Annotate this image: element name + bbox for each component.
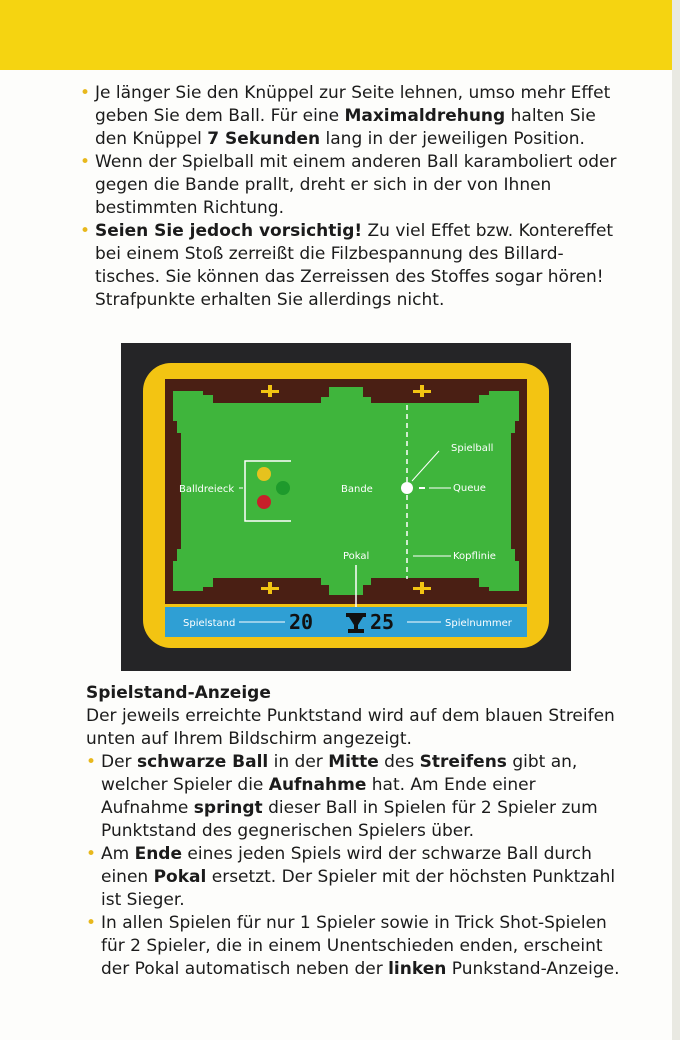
billiard-screen-diagram [121,343,571,671]
bullet-item [80,220,620,312]
section-intro: Der jeweils erreichte Punktstand wird auf dem blauen Streifen unten auf Ihrem Bildschirm angezeigt. [86,706,615,749]
billiard-table-svg [121,343,571,671]
label-spielstand: Spielstand [183,618,236,629]
bullet-dot-icon: • [86,844,97,864]
text-run: lang in der jeweiligen Position. [320,129,585,149]
bullet-item [86,751,626,843]
label-kopflinie: Kopflinie [453,551,496,562]
section-bullet-list [86,751,626,981]
text-run: hat. Am Ende einer Aufnahme [101,775,536,818]
bold-phrase: Seien Sie jedoch vorsichtig! [95,221,363,241]
intro-bullet-list [80,82,620,312]
bold-phrase: springt [193,798,263,818]
text-run: des [378,752,420,772]
text-run: Am [101,844,135,864]
bullet-item [86,843,626,912]
text-run: dieser Ball in Spielen für 2 Spieler zum Punktstand des gegnerischen Spielers über. [101,798,598,841]
text-run: Punkstand-Anzeige. [446,959,620,979]
bold-phrase: 7 Sekunden [207,129,321,149]
red-ball [257,495,271,509]
bold-phrase: Aufnahme [268,775,367,795]
score-display-section [86,682,626,981]
label-pokal: Pokal [343,551,370,562]
bullet-dot-icon: • [80,83,91,103]
page-edge [672,0,680,1040]
bold-phrase: Pokal [153,867,207,887]
section-title: Spielstand-Anzeige [86,683,271,703]
bullet-item [86,912,626,981]
bullet-item [80,151,620,220]
text-run: Der [101,752,137,772]
bold-phrase: linken [388,959,447,979]
label-queue: Queue [453,483,486,494]
text-run: halten Sie den Knüppel [95,106,596,149]
text-run: Je länger Sie den Knüppel zur Seite lehnen, umso mehr Effet geben Sie dem Ball. Für eine [95,83,611,126]
bullet-item [80,82,620,151]
bullet-dot-icon: • [86,913,97,933]
text-run: eines jeden Spiels wird der schwarze Ball durch einen [101,844,592,887]
text-run: In allen Spielen für nur 1 Spieler sowie in Trick Shot-Spielen für 2 Spieler, die in einem Unentschieden enden, erscheint der Pokal automatisch neben der [101,913,607,979]
bold-phrase: Maximaldrehung [344,106,506,126]
bold-phrase: Streifens [419,752,507,772]
label-spielnummer: Spielnummer [445,618,512,629]
bold-phrase: schwarze Ball [136,752,269,772]
text-run: Zu viel Effet bzw. Kontereffet bei einem Stoß zerreißt die Filzbespannung des Billard-tisches. Sie können das Zerreissen des Stoffes sogar hören! Strafpunkte erhalten Sie allerdings nicht. [95,221,614,310]
bold-phrase: Ende [134,844,183,864]
text-run: Wenn der Spielball mit einem anderen Ball karamboliert oder gegen die Bande prallt, dreht er sich in der von Ihnen bestimmten Richtung. [95,152,617,218]
green-ball [276,481,290,495]
text-run: in der [268,752,329,772]
cue-ball [401,482,413,494]
bullet-dot-icon: • [86,752,97,772]
bold-phrase: Mitte [328,752,379,772]
header-color-band [0,0,672,70]
bullet-dot-icon: • [80,152,91,172]
label-spielball: Spielball [451,443,494,454]
text-run: gibt an, welcher Spieler die [101,752,578,795]
label-bande: Bande [341,484,373,495]
bullet-dot-icon: • [80,221,91,241]
text-run: ersetzt. Der Spieler mit der höchsten Punktzahl ist Sieger. [101,867,616,910]
label-balldreieck: Balldreieck [179,484,235,495]
score-right: 25 [370,610,395,634]
score-left: 20 [289,610,314,634]
yellow-ball [257,467,271,481]
